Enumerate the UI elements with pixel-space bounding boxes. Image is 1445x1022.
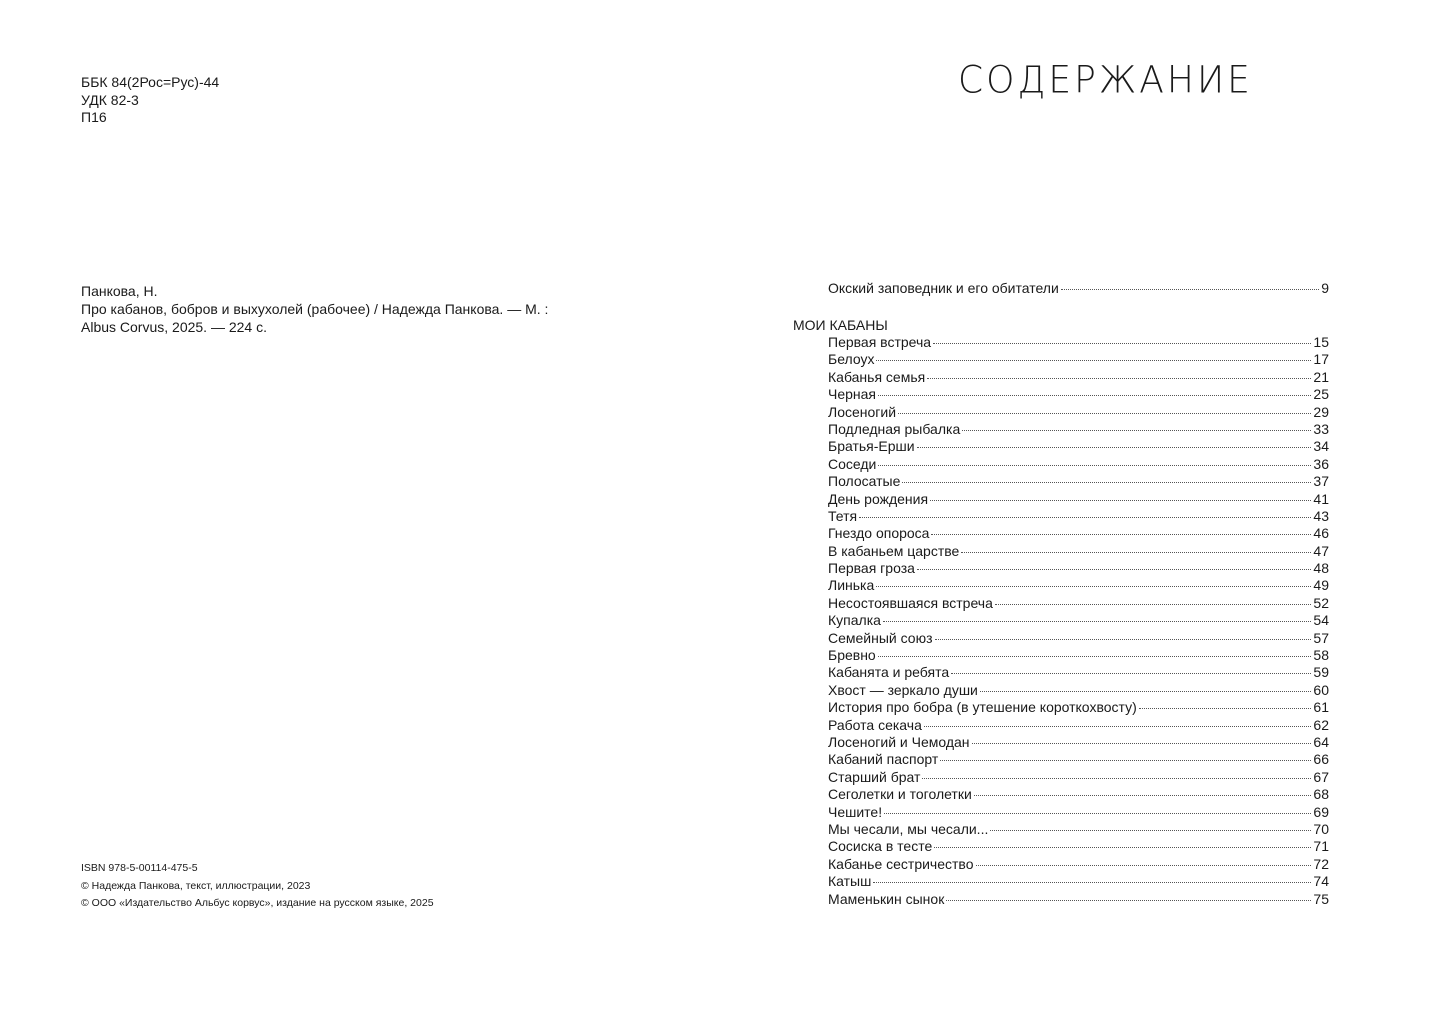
toc-entry-title: Первая гроза: [828, 560, 915, 577]
toc-entry-page: 67: [1313, 768, 1329, 785]
toc-entry: [828, 786, 1329, 803]
toc-entry: [828, 873, 1329, 890]
dot-leader: [935, 639, 1312, 640]
toc-entry-page: 37: [1313, 473, 1329, 490]
toc-entry-page: 59: [1313, 664, 1329, 681]
dot-leader: [930, 500, 1311, 501]
toc-entry-title: Кабаний паспорт: [828, 751, 939, 768]
toc-entry-title: Черная: [828, 386, 877, 403]
toc-entry: [828, 647, 1329, 664]
toc-entry-title: Белоух: [828, 351, 875, 368]
dot-leader: [884, 813, 1311, 814]
toc-entry-page: 62: [1313, 716, 1329, 733]
toc-entry-page: 41: [1313, 490, 1329, 507]
author-mark: П16: [81, 109, 107, 125]
left-page: [0, 0, 722, 1022]
toc-entry-title: Маменькин сынок: [828, 890, 945, 907]
toc-entry-title: Подледная рыбалка: [828, 420, 961, 437]
toc-entry: [828, 351, 1329, 368]
toc-entry-page: 34: [1313, 438, 1329, 455]
dot-leader: [917, 447, 1312, 448]
toc-entry-page: 58: [1313, 647, 1329, 664]
dot-leader: [878, 465, 1311, 466]
toc-entry: [828, 577, 1329, 594]
copyright-publisher: © ООО «Издательство Альбус корвус», издание на русском языке, 2025: [81, 897, 434, 909]
toc-entry-title: Мы чесали, мы чесали...: [828, 820, 989, 837]
bibliographic-record: [81, 282, 641, 336]
toc-entry-title: Окский заповедник и его обитатели: [828, 280, 1059, 296]
dot-leader: [934, 847, 1311, 848]
toc-entry-page: 75: [1313, 890, 1329, 907]
toc-entry-title: Кабанята и ребята: [828, 664, 950, 681]
udk-code: УДК 82-3: [81, 91, 139, 108]
dot-leader: [972, 743, 1312, 744]
toc-entry-list: [722, 334, 1445, 908]
dot-leader: [876, 586, 1311, 587]
toc-entry: [828, 699, 1329, 716]
dot-leader: [933, 343, 1311, 344]
toc-entry-title: Старший брат: [828, 768, 921, 785]
toc-intro-entry: [828, 280, 1329, 297]
toc-entry: [828, 508, 1329, 525]
toc-entry-page: 25: [1313, 386, 1329, 403]
toc-entry: [828, 769, 1329, 786]
toc-entry: [828, 664, 1329, 681]
toc-entry-title: Бревно: [828, 647, 876, 664]
toc-entry-title: Кабанья семья: [828, 368, 926, 385]
toc-entry-page: 71: [1313, 838, 1329, 855]
toc-entry: [828, 421, 1329, 438]
dot-leader: [859, 517, 1311, 518]
toc-entry-page: 52: [1313, 594, 1329, 611]
dot-leader: [1139, 708, 1312, 709]
toc-entry-page: 57: [1313, 629, 1329, 646]
toc-entry-title: Катыш: [828, 873, 872, 890]
toc-entry-title: Семейный союз: [828, 629, 933, 646]
dot-leader: [873, 882, 1311, 883]
toc-entry-title: Гнездо опороса: [828, 525, 930, 542]
toc-entry-title: Первая встреча: [828, 334, 932, 350]
toc-entry: [828, 543, 1329, 560]
dot-leader: [878, 395, 1311, 396]
dot-leader: [883, 621, 1312, 622]
dot-leader: [951, 673, 1311, 674]
toc-entry-title: Чешите!: [828, 803, 883, 820]
toc-entry: [828, 334, 1329, 351]
toc-entry-title: Купалка: [828, 612, 881, 629]
dot-leader: [946, 900, 1311, 901]
dot-leader: [974, 795, 1312, 796]
toc-entry-page: 64: [1313, 733, 1329, 750]
toc-entry: [828, 821, 1329, 838]
toc-entry-title: Лосеногий и Чемодан: [828, 733, 970, 750]
toc-entry-title: Кабанье сестричество: [828, 855, 974, 872]
dot-leader: [927, 378, 1311, 379]
classification-codes: [81, 74, 219, 127]
toc-entry-page: 72: [1313, 855, 1329, 872]
toc-entry-page: 74: [1313, 873, 1329, 890]
toc-entry-title: История про бобра (в утешение короткохвосту): [828, 699, 1137, 716]
toc-entry-title: Лосеногий: [828, 403, 897, 420]
toc-entry: [828, 369, 1329, 386]
toc-entry-page: 49: [1313, 577, 1329, 594]
toc-entry: [828, 560, 1329, 577]
biblio-publisher-line: Albus Corvus, 2025. — 224 с.: [81, 319, 267, 335]
toc-entry: [828, 438, 1329, 455]
toc-entry-title: Тетя: [828, 507, 858, 524]
toc-entry-title: Братья-Ерши: [828, 438, 915, 455]
toc-entry: [828, 682, 1329, 699]
toc-entry: [828, 525, 1329, 542]
dot-leader: [1061, 289, 1319, 290]
dot-leader: [976, 865, 1312, 866]
dot-leader: [917, 569, 1312, 570]
toc-entry: [828, 491, 1329, 508]
toc-entry-title: День рождения: [828, 490, 929, 507]
toc-entry: [828, 630, 1329, 647]
toc-entry: [828, 838, 1329, 855]
toc-entry-page: 46: [1313, 525, 1329, 542]
toc-entry-page: 69: [1313, 803, 1329, 820]
toc-entry: [828, 386, 1329, 403]
toc-entry: [828, 804, 1329, 821]
toc-entry: [828, 856, 1329, 873]
toc-entry-page: 66: [1313, 751, 1329, 768]
toc-entry-title: Несостоявшаяся встреча: [828, 594, 993, 611]
toc-entry-title: Полосатые: [828, 473, 901, 490]
toc-entry-page: 54: [1313, 612, 1329, 629]
toc-entry-title: Соседи: [828, 455, 877, 472]
copyright-author: © Надежда Панкова, текст, иллюстрации, 2023: [81, 879, 311, 892]
imprint: [81, 860, 434, 913]
toc-entry-page: 47: [1313, 542, 1329, 559]
dot-leader: [878, 656, 1312, 657]
toc-entry: [828, 891, 1329, 908]
dot-leader: [990, 830, 1311, 831]
biblio-author: Панкова, Н.: [81, 283, 158, 299]
dot-leader: [962, 430, 1311, 431]
toc-entry-page: 21: [1313, 368, 1329, 385]
dot-leader: [961, 552, 1311, 553]
toc-entry-page: 33: [1313, 420, 1329, 437]
toc-entry-page: 29: [1313, 403, 1329, 420]
toc-entry-title: Линька: [828, 577, 875, 594]
toc-entry: [828, 612, 1329, 629]
toc-entry-page: 68: [1313, 786, 1329, 803]
toc-entry-page: 17: [1313, 351, 1329, 368]
bbk-code: ББК 84(2Рос=Рус)-44: [81, 74, 220, 90]
dot-leader: [876, 360, 1311, 361]
dot-leader: [902, 482, 1311, 483]
toc-entry-page: 61: [1313, 699, 1329, 716]
dot-leader: [922, 778, 1311, 779]
toc-entry: [828, 717, 1329, 734]
toc-entry: [828, 404, 1329, 421]
toc-entry: [828, 456, 1329, 473]
toc-entry-title: Сосиска в тесте: [828, 838, 933, 855]
toc-entry-title: В кабаньем царстве: [828, 542, 960, 559]
dot-leader: [931, 534, 1311, 535]
toc-entry-page: 43: [1313, 507, 1329, 524]
toc-entry: [828, 751, 1329, 768]
toc-entry-title: Работа секача: [828, 716, 922, 733]
toc-entry: [828, 595, 1329, 612]
toc-entry-title: Хвост — зеркало души: [828, 681, 978, 698]
toc-section-heading: МОИ КАБАНЫ: [793, 317, 888, 333]
toc-entry-title: Сеголетки и тоголетки: [828, 786, 972, 803]
toc-entry-page: 15: [1313, 334, 1329, 350]
toc-entry-page: 48: [1313, 560, 1329, 577]
toc-entry-page: 9: [1321, 280, 1329, 296]
dot-leader: [980, 691, 1312, 692]
toc-title: СОДЕРЖАНИЕ: [958, 58, 1253, 103]
right-page: [722, 0, 1445, 1022]
dot-leader: [995, 604, 1312, 605]
dot-leader: [940, 760, 1311, 761]
dot-leader: [924, 726, 1312, 727]
isbn: ISBN 978-5-00114-475-5: [81, 862, 198, 874]
toc-entry-page: 60: [1313, 681, 1329, 698]
dot-leader: [898, 413, 1311, 414]
biblio-title-line: Про кабанов, бобров и выхухолей (рабочее) / Надежда Панкова. — М. :: [81, 301, 549, 317]
toc-entry: [828, 473, 1329, 490]
toc-entry-page: 70: [1313, 820, 1329, 837]
toc-entry-page: 36: [1313, 455, 1329, 472]
toc-entry: [828, 734, 1329, 751]
